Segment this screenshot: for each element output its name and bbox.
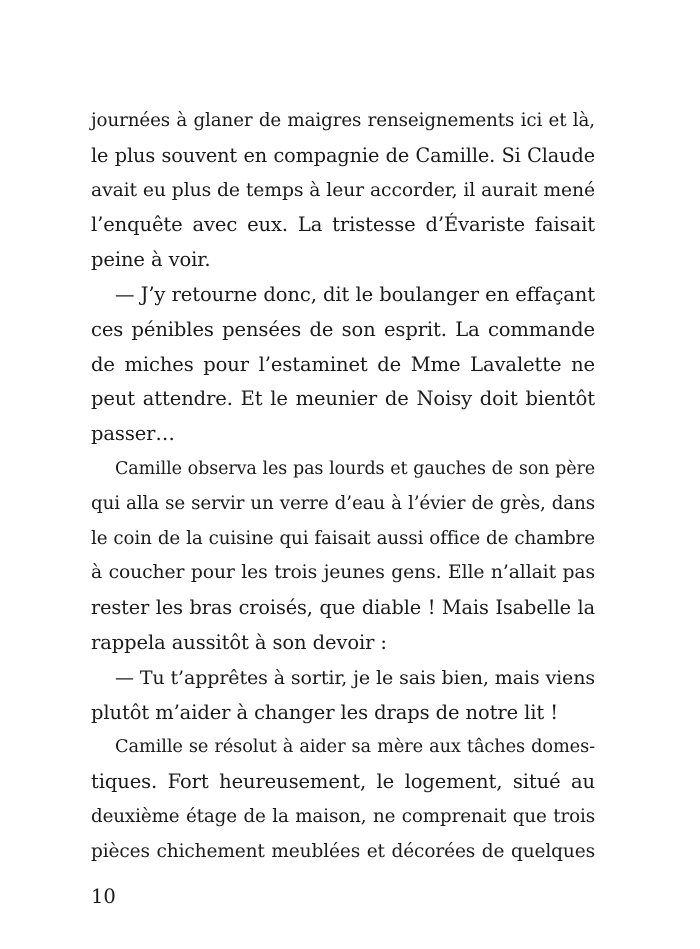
text-line: pièces chichement meublées et décorées de quelques — [91, 840, 595, 862]
text-line: à coucher pour les trois jeunes gens. Elle n’allait pas — [91, 562, 595, 584]
text-line: tiques. Fort heureusement, le logement, situé au — [91, 770, 595, 794]
text-line: deuxième étage de la maison, ne comprenait que trois — [91, 805, 595, 827]
text-line: l’enquête avec eux. La tristesse d’Évariste faisait — [91, 213, 595, 237]
text-line: passer… — [91, 422, 175, 446]
text-line: de miches pour l’estaminet de Mme Lavalette ne — [91, 352, 595, 376]
page-number: 10 — [91, 885, 116, 908]
text-line: peine à voir. — [91, 248, 211, 272]
text-line: rester les bras croisés, que diable ! Mais Isabelle la — [91, 596, 595, 620]
text-line: avait eu plus de temps à leur accorder, il aurait mené — [91, 179, 595, 201]
text-line: — Tu t’apprêtes à sortir, je le sais bien, mais viens — [115, 666, 595, 689]
text-line: rappela aussitôt à son devoir : — [91, 630, 387, 654]
text-line: qui alla se servir un verre d’eau à l’évier de grès, dans — [91, 492, 595, 514]
text-line: le coin de la cuisine qui faisait aussi office de chambre — [91, 527, 595, 549]
text-line: le plus souvent en compagnie de Camille. Si Claude — [91, 143, 595, 167]
text-line: journées à glaner de maigres renseignements ici et là, — [91, 110, 595, 131]
text-line: Camille se résolut à aider sa mère aux tâches domes- — [115, 737, 595, 758]
text-line: ces pénibles pensées de son esprit. La commande — [91, 317, 595, 341]
body-text — [91, 104, 595, 870]
text-line: plutôt m’aider à changer les draps de notre lit ! — [91, 700, 558, 724]
text-line: peut attendre. Et le meunier de Noisy doit bientôt — [91, 387, 595, 411]
text-line: Camille observa les pas lourds et gauches de son père — [115, 458, 595, 479]
text-line: — J’y retourne donc, dit le boulanger en effaçant — [115, 282, 595, 306]
